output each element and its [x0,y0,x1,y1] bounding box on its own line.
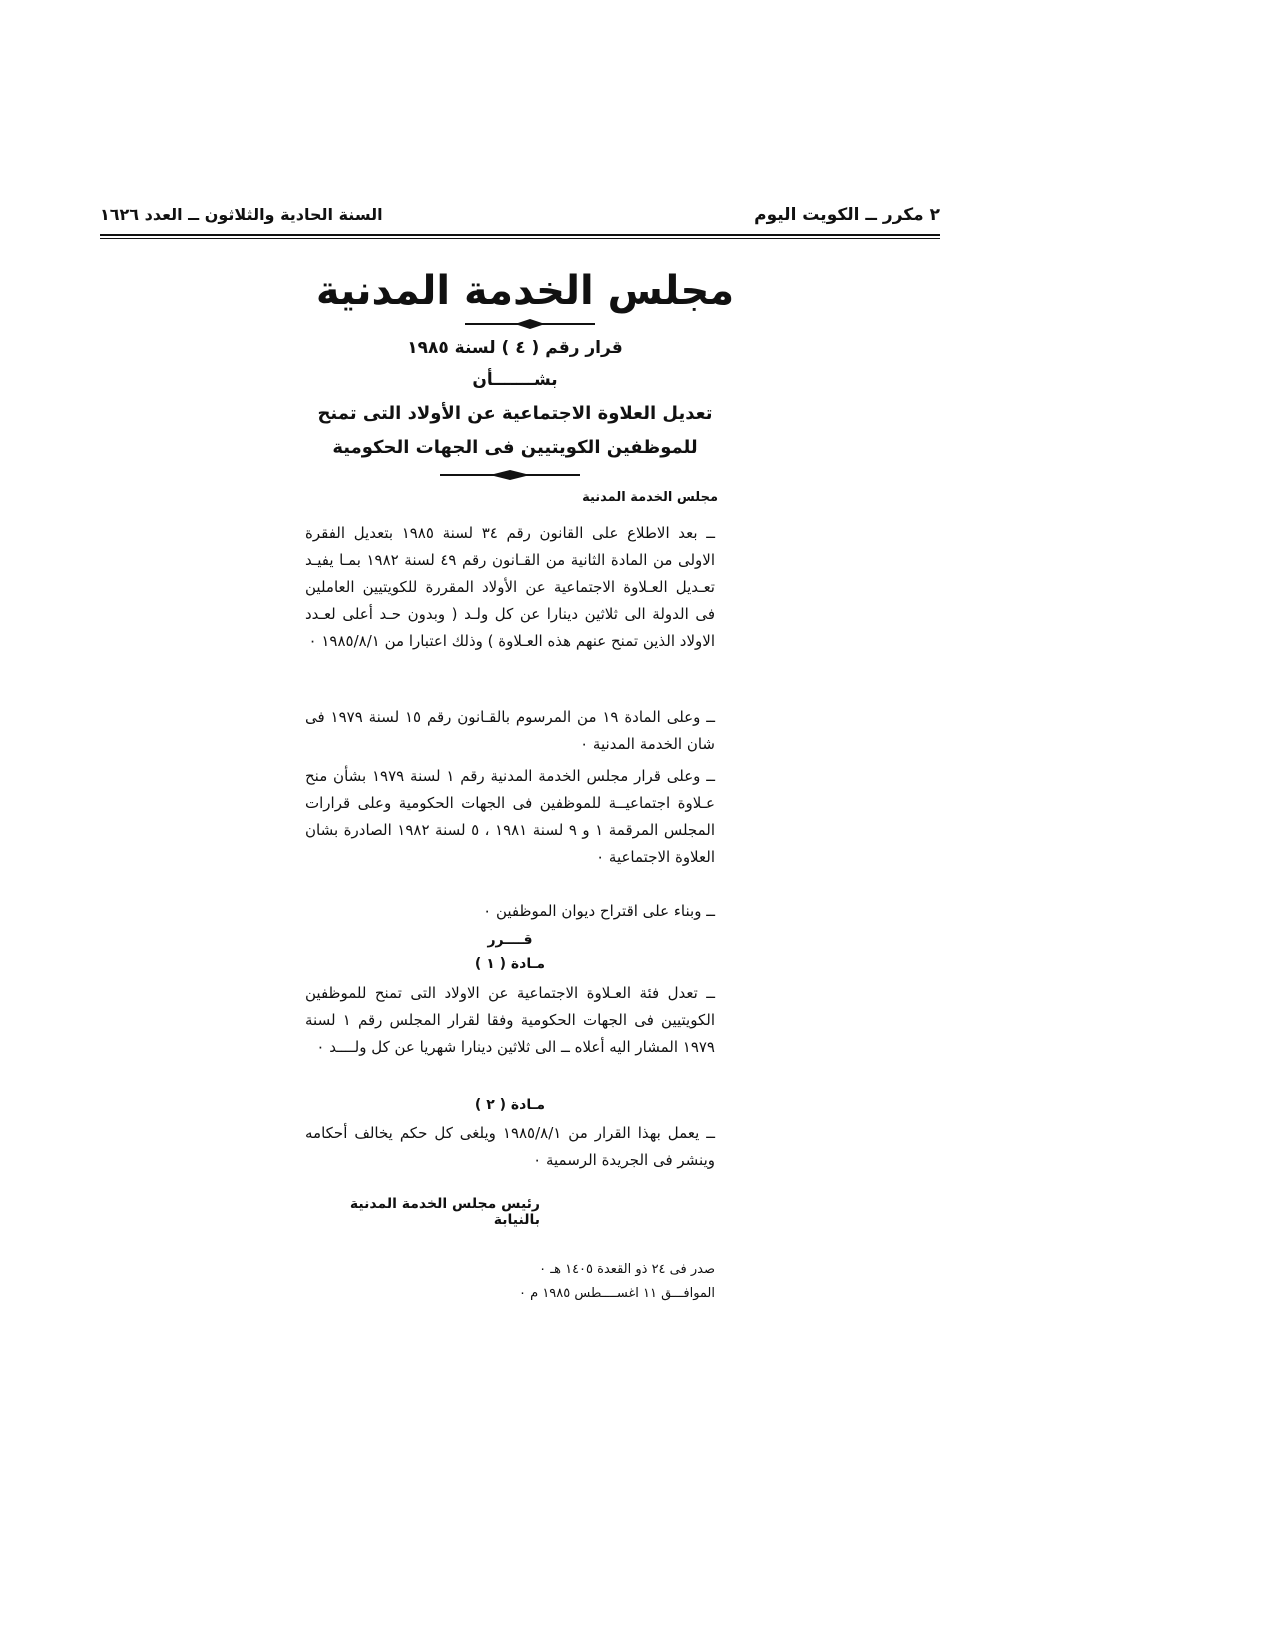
title-ornament-top [465,317,595,331]
title-ornament-bottom [440,468,580,482]
header-rule-thin [100,238,940,239]
signature-line: رئيس مجلس الخدمة المدنية بالنيابة [349,1196,540,1228]
header-issue-label: السنة الحادية والثلاثون ــ العدد ١٦٢٦ [100,205,383,224]
subject-line: تعديل العلاوة الاجتماعية عن الأولاد التى تمنح [317,403,713,424]
about-word: بشـــــــأن [472,370,558,390]
issued-date-hijri: صدر فى ٢٤ ذو القعدة ١٤٠٥ هـ ٠ [539,1262,715,1277]
preamble-paragraph: ــ بعد الاطلاع على القانون رقم ٣٤ لسنة ١٩٨٥ بتعديل الفقرة الاولى من المادة الثانية من القـانون رقم ٤٩ لسنة ١٩٨٢ بمـا يفيـد تعـديل العـلاوة الاجتماعية عن الأولاد المقررة للكويتيين العاملين فى الدولة الى ثلاثين دينارا عن كل ولـد ( وبدون حـد أعلى لعـدد الاولاد الذين تمنح عنهم هذه العـلاوة ) وذلك اعتبارا من ١٩٨٥/٨/١ ٠ [305,524,716,650]
article-text: ــ يعمل بهذا القرار من ١٩٨٥/٨/١ ويلغى كل حكم يخالف أحكامه وينشر فى الجريدة الرسمية ٠ [305,1124,715,1169]
preamble-paragraph: ــ وعلى قرار مجلس الخدمة المدنية رقم ١ لسنة ١٩٧٩ بشأن منح عـلاوة اجتماعيــة للموظفين فى الجهات الحكومية وعلى قرارات المجلس المرقمة ١ و ٩ لسنة ١٩٨١ ، ٥ لسنة ١٩٨٢ الصادرة بشان العلاوة الاجتماعية ٠ [305,767,716,866]
council-masthead: مجلس الخدمة المدنية [315,268,735,314]
article-text: ــ تعدل فئة العـلاوة الاجتماعية عن الاولاد التى تمنح للموظفين الكويتيين فى الجهات الحكومية وفقا لقرار المجلس رقم ١ لسنة ١٩٧٩ المشار اليه أعلاه ــ الى ثلاثين دينارا شهريا عن كل ولــــد ٠ [305,984,715,1056]
preamble-paragraph: ــ وعلى المادة ١٩ من المرسوم بالقـانون رقم ١٥ لسنة ١٩٧٩ فى شان الخدمة المدنية ٠ [305,708,715,753]
decision-number: قرار رقم ( ٤ ) لسنة ١٩٨٥ [407,338,623,358]
issuing-body: مجلس الخدمة المدنية [582,490,718,505]
subject-line: للموظفين الكويتيين فى الجهات الحكومية [332,437,698,458]
article-heading: مـادة ( ١ ) [474,956,546,972]
preamble-paragraph: ــ وبناء على اقتراح ديوان الموظفين ٠ [483,902,715,920]
article-heading: مـادة ( ٢ ) [474,1097,546,1113]
decided-heading: قــــرر [487,932,533,948]
header-rule [100,234,940,236]
header-page-label: ٢ مكرر ــ الكويت اليوم [754,205,940,225]
issued-date-gregorian: الموافـــق ١١ اغســــطس ١٩٨٥ م ٠ [519,1286,715,1301]
running-header [100,205,940,235]
